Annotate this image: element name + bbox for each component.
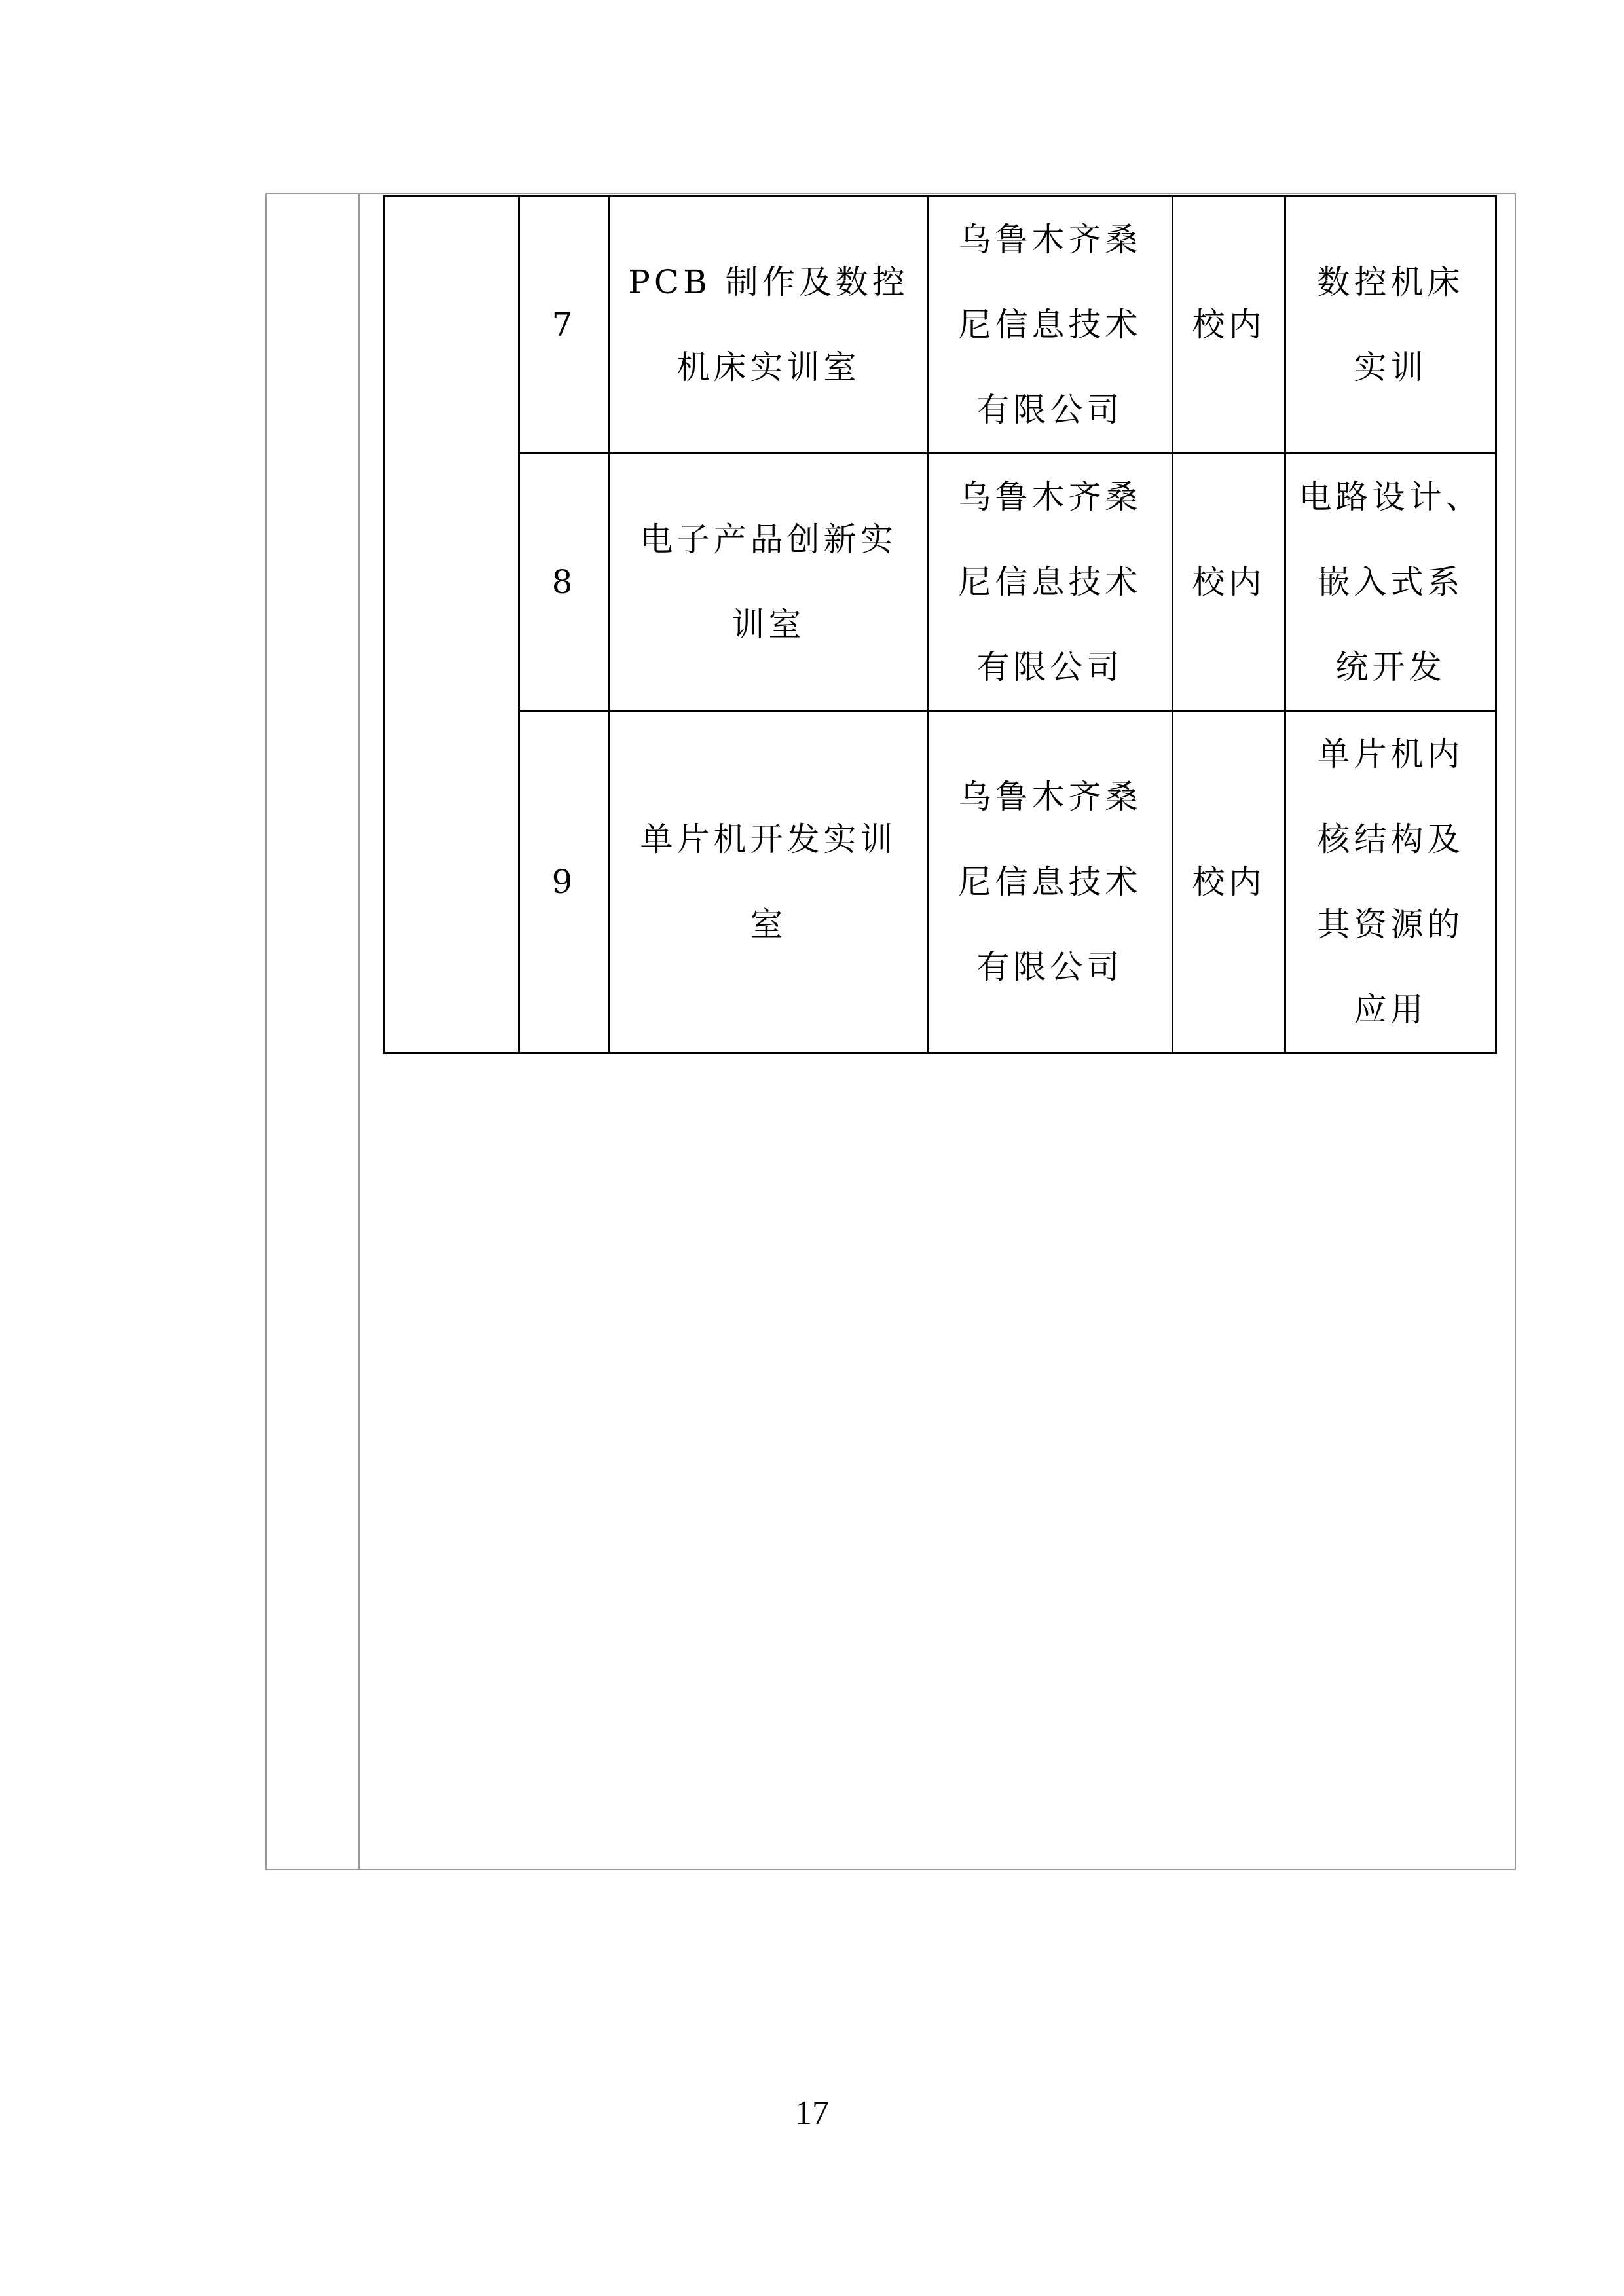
row-number: 8 <box>551 563 577 601</box>
function-line: 电路设计、 <box>1299 478 1483 516</box>
row-number-cell <box>519 196 610 454</box>
row-number: 7 <box>551 306 577 344</box>
room-name-line: PCB 制作及数控 <box>628 263 909 301</box>
room-name-line: 机床实训室 <box>676 348 860 386</box>
location: 校内 <box>1192 306 1266 344</box>
partner-line: 有限公司 <box>976 391 1124 429</box>
table-row <box>384 711 1496 1053</box>
category-cell <box>384 196 519 1053</box>
function-line: 统开发 <box>1335 648 1446 686</box>
function-cell <box>1285 454 1496 711</box>
partner-line: 尼信息技术 <box>958 563 1142 601</box>
training-room-table <box>383 195 1497 1054</box>
row-number: 9 <box>551 863 577 901</box>
room-name-cell <box>610 711 928 1053</box>
partner-line: 乌鲁木齐桑 <box>958 478 1142 516</box>
room-name-line: 训室 <box>731 606 805 644</box>
partner-line: 乌鲁木齐桑 <box>958 221 1142 259</box>
table-row <box>384 454 1496 711</box>
location-cell <box>1173 196 1285 454</box>
location: 校内 <box>1192 563 1266 601</box>
location-cell <box>1173 711 1285 1053</box>
page-number: 17 <box>795 2094 829 2132</box>
partner-cell <box>928 196 1173 454</box>
function-line: 单片机内 <box>1317 735 1464 773</box>
row-number-cell <box>519 711 610 1053</box>
room-name-line: 电子产品创新实 <box>640 520 897 558</box>
row-number-cell <box>519 454 610 711</box>
function-line: 应用 <box>1354 991 1428 1029</box>
room-name-cell <box>610 454 928 711</box>
location-cell <box>1173 454 1285 711</box>
partner-line: 有限公司 <box>976 648 1124 686</box>
partner-line: 尼信息技术 <box>958 863 1142 901</box>
partner-cell <box>928 711 1173 1053</box>
function-cell <box>1285 711 1496 1053</box>
room-name-line: 单片机开发实训 <box>640 820 897 858</box>
function-line: 数控机床 <box>1317 263 1464 301</box>
location: 校内 <box>1192 863 1266 901</box>
table-row <box>384 196 1496 454</box>
function-cell <box>1285 196 1496 454</box>
function-line: 嵌入式系 <box>1317 563 1464 601</box>
function-line: 实训 <box>1354 348 1428 386</box>
function-line: 核结构及 <box>1317 820 1464 858</box>
partner-cell <box>928 454 1173 711</box>
partner-line: 有限公司 <box>976 948 1124 986</box>
room-name-cell <box>610 196 928 454</box>
function-line: 其资源的 <box>1317 905 1464 943</box>
room-name-line: 室 <box>750 905 787 943</box>
partner-line: 尼信息技术 <box>958 306 1142 344</box>
partner-line: 乌鲁木齐桑 <box>958 778 1142 816</box>
outer-column-divider <box>358 194 360 1869</box>
